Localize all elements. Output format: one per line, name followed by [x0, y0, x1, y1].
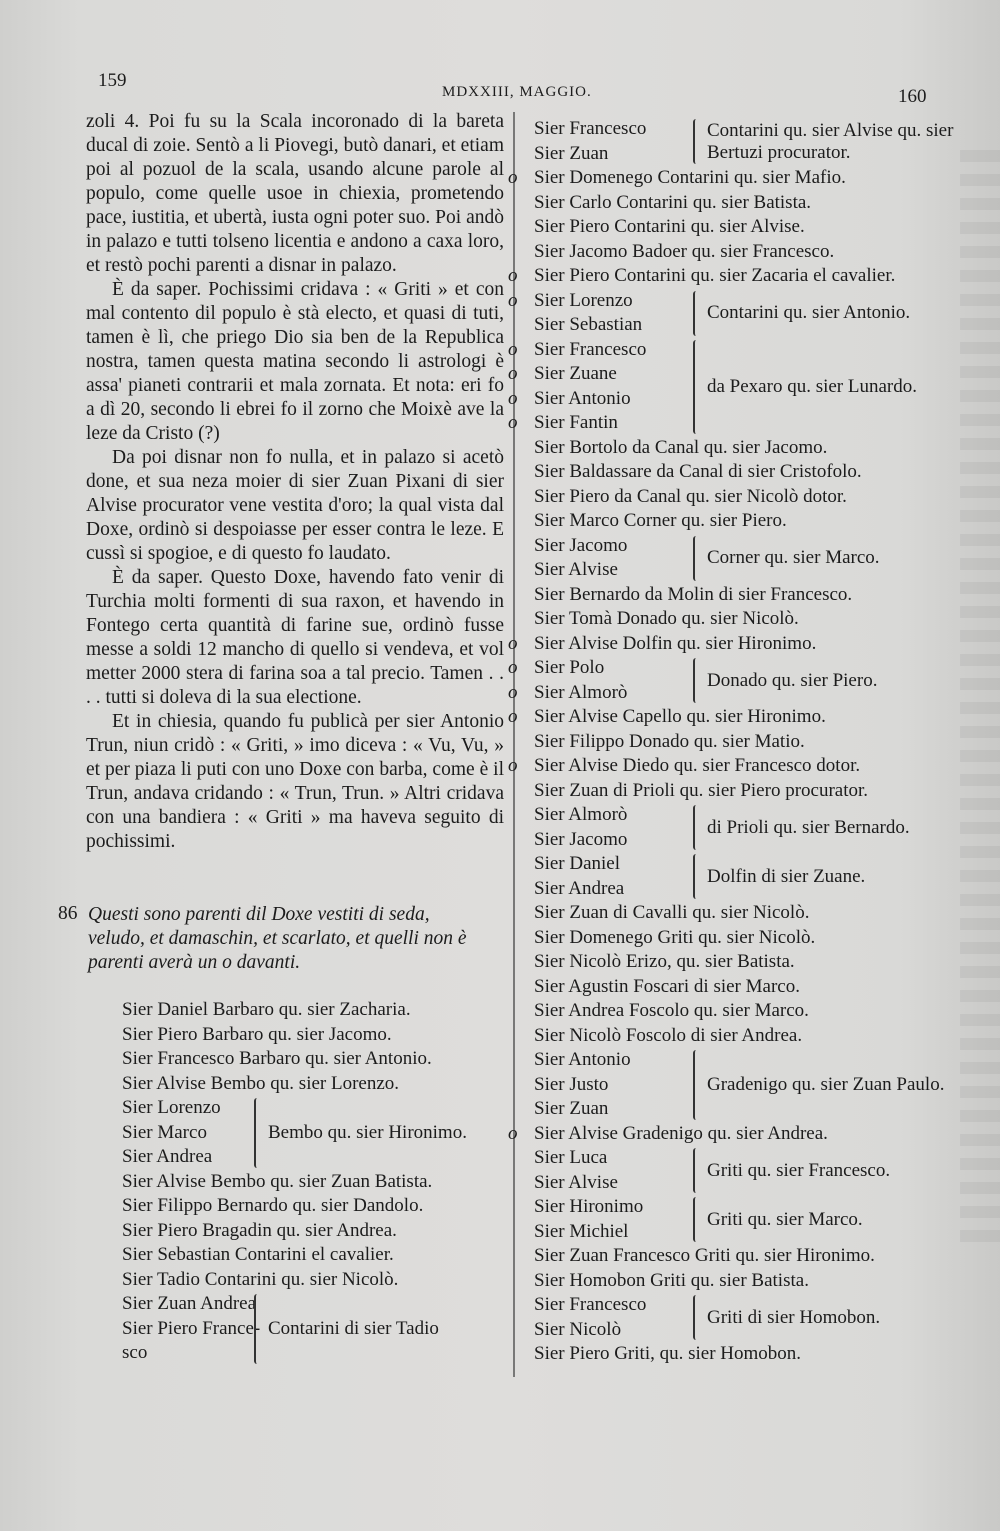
person-name: Sier Antonio: [534, 387, 631, 409]
name-entry: [96, 1268, 496, 1293]
brace-bracket: [693, 119, 703, 164]
person-name: Sier Alvise Bembo qu. sier Lorenzo.: [122, 1072, 400, 1094]
family-descriptor: Donado qu. sier Piero.: [707, 669, 878, 691]
person-name: Sier Daniel: [534, 853, 621, 874]
name-entry: [508, 215, 978, 240]
name-row: [508, 926, 978, 951]
name-row: [508, 779, 978, 804]
person-name: Sier Tadio Contarini qu. sier Nicolò.: [122, 1268, 399, 1290]
paragraph: Et in chiesia, quando fu publicà per sier Antonio Trun, niun cridò : « Griti, » imo diceva : « Vu, Vu, » et per piaza li puti con uno Doxe con barba, come è il Trun, andava cridando : « Trun, Trun. » Altri cridava con una bandiera : « Griti » ma haveva seguito di pochissimi.: [86, 711, 504, 852]
name-row: [96, 1096, 496, 1121]
person-name: Sier Zuan di Prioli qu. sier Piero procurator.: [534, 779, 869, 801]
name-group: [508, 1293, 978, 1342]
name-entry: [508, 264, 978, 289]
name-row: [508, 950, 978, 975]
person-name: Sier Zuan: [534, 142, 609, 164]
name-row: [508, 1269, 978, 1294]
name-entry: [508, 166, 978, 191]
name-entry: [96, 1219, 496, 1244]
person-name: Sier Carlo Contarini qu. sier Batista.: [534, 191, 812, 213]
brace-bracket: [254, 1098, 264, 1168]
name-entry: [508, 436, 978, 461]
person-name: Sier Domenego Griti qu. sier Nicolò.: [534, 926, 816, 948]
family-descriptor: Contarini qu. sier Alvise qu. sier Bertuzi procurator.: [707, 119, 954, 163]
name-row: [508, 338, 978, 363]
person-name: Sier Nicolò Foscolo di sier Andrea.: [534, 1024, 803, 1046]
person-name: Sier Bernardo da Molin di sier Francesco.: [534, 583, 853, 605]
person-name: Sier Antonio: [534, 1049, 631, 1070]
person-name: Sier Filippo Bernardo qu. sier Dandolo.: [122, 1195, 424, 1216]
person-name: Sier Fantin: [534, 412, 618, 433]
name-entry: [508, 460, 978, 485]
entry-heading: Questi sono parenti dil Doxe vestiti di seda, veludo, et damaschin, et scarlato, et quelli non è parenti averà un o davanti.: [88, 904, 467, 973]
page-number-left: 159: [98, 70, 127, 91]
person-name: sco: [122, 1342, 148, 1363]
name-row: [508, 191, 978, 216]
name-row: [508, 730, 978, 755]
person-name: Sier Daniel Barbaro qu. sier Zacharia.: [122, 999, 411, 1020]
name-group: [96, 1096, 496, 1170]
name-entry: [508, 1024, 978, 1049]
name-row: [96, 1170, 496, 1195]
deceased-marker: o: [508, 657, 518, 678]
person-name: Sier Zuan: [534, 1098, 609, 1119]
person-name: Sier Alvise Bembo qu. sier Zuan Batista.: [122, 1170, 433, 1192]
name-row: [96, 1341, 496, 1366]
deceased-marker: o: [508, 363, 518, 384]
name-row: [96, 1023, 496, 1048]
name-row: [508, 999, 978, 1024]
name-entry: [508, 485, 978, 510]
name-group: [508, 852, 978, 901]
name-entry: [508, 632, 978, 657]
name-row: [508, 1342, 978, 1367]
name-group: [508, 117, 978, 166]
name-group: [508, 534, 978, 583]
person-name: Sier Piero Griti, qu. sier Homobon.: [534, 1343, 802, 1364]
brace-bracket: [693, 1148, 703, 1193]
name-row: [508, 240, 978, 265]
person-name: Sier Andrea: [534, 877, 625, 899]
person-name: Sier Lorenzo: [534, 289, 633, 311]
page-number-right: 160: [898, 86, 927, 107]
deceased-marker: o: [508, 289, 518, 311]
name-row: [508, 1048, 978, 1073]
name-row: [508, 411, 978, 436]
name-entry: [96, 1047, 496, 1072]
name-row: [508, 1244, 978, 1269]
person-name: Sier Almorò: [534, 804, 628, 825]
person-name: Sier Alvise Gradenigo qu. sier Andrea.: [534, 1122, 828, 1144]
name-entry: [508, 950, 978, 975]
family-descriptor: Dolfin di sier Zuane.: [707, 865, 866, 887]
name-list-left: [96, 998, 496, 1366]
person-name: Sier Alvise Diedo qu. sier Francesco dotor.: [534, 755, 861, 776]
person-name: Sier Andrea: [122, 1146, 213, 1167]
name-entry: [508, 1244, 978, 1269]
person-name: Sier Nicolò: [534, 1318, 622, 1340]
person-name: Sier Filippo Donado qu. sier Matio.: [534, 730, 805, 752]
person-name: Sier Alvise: [534, 1171, 618, 1193]
person-name: Sier Francesco: [534, 118, 647, 139]
name-row: [508, 436, 978, 461]
name-group: [96, 1292, 496, 1366]
entry-number: 86: [58, 903, 78, 924]
name-row: [508, 1122, 978, 1147]
name-entry: [96, 1170, 496, 1195]
deceased-marker: o: [508, 167, 518, 188]
name-group: [508, 1146, 978, 1195]
brace-bracket: [693, 658, 703, 703]
person-name: Sier Alvise Dolfin qu. sier Hironimo.: [534, 632, 817, 654]
person-name: Sier Zuan di Cavalli qu. sier Nicolò.: [534, 902, 810, 923]
name-row: [96, 1145, 496, 1170]
name-entry: [96, 998, 496, 1023]
paragraph: È da saper. Questo Doxe, havendo fato venir di Turchia molti formenti di sua raxon, et havendo in Fontego certa quantità di farine sue, ordinò fusse messe a soldi 12 mancho di quello si vendeva, et vol metter 2000 stera di farina soa a tal precio. Tamen . . . . tutti si doleva di la sua electione.: [86, 567, 504, 708]
name-row: [508, 754, 978, 779]
family-descriptor: Gradenigo qu. sier Zuan Paulo.: [707, 1073, 945, 1095]
name-entry: [508, 583, 978, 608]
name-entry: [96, 1243, 496, 1268]
name-entry: [508, 926, 978, 951]
name-entry: [508, 901, 978, 926]
person-name: Sier Francesco: [534, 338, 647, 360]
name-row: [96, 998, 496, 1023]
name-row: [508, 166, 978, 191]
name-row: [96, 1268, 496, 1293]
person-name: Sier Polo: [534, 657, 605, 678]
brace-bracket: [254, 1294, 264, 1364]
person-name: Sier Bortolo da Canal qu. sier Jacomo.: [534, 436, 828, 458]
name-row: [508, 975, 978, 1000]
person-name: Sier Andrea Foscolo qu. sier Marco.: [534, 1000, 809, 1021]
person-name: Sier Lorenzo: [122, 1097, 221, 1118]
family-descriptor: Corner qu. sier Marco.: [707, 547, 880, 568]
person-name: Sier Alvise: [534, 559, 618, 580]
person-name: Sier Zuan Francesco Griti qu. sier Hironimo.: [534, 1245, 875, 1266]
person-name: Sier Piero France-: [122, 1317, 261, 1339]
name-row: [96, 1072, 496, 1097]
deceased-marker: o: [508, 412, 518, 433]
name-group: [508, 289, 978, 338]
family-descriptor: Griti qu. sier Francesco.: [707, 1159, 891, 1181]
deceased-marker: o: [508, 1122, 518, 1144]
name-row: [508, 705, 978, 730]
family-descriptor: Contarini di sier Tadio: [268, 1317, 439, 1339]
name-row: [96, 1047, 496, 1072]
person-name: Sier Hironimo: [534, 1196, 644, 1217]
family-descriptor: Bembo qu. sier Hironimo.: [268, 1121, 467, 1143]
brace-bracket: [693, 340, 703, 434]
person-name: Sier Nicolò Erizo, qu. sier Batista.: [534, 951, 795, 972]
family-descriptor: Griti di sier Homobon.: [707, 1306, 881, 1328]
deceased-marker: o: [508, 706, 518, 727]
left-column-text: [86, 110, 504, 854]
name-entry: [96, 1023, 496, 1048]
person-name: Sier Piero Contarini qu. sier Alvise.: [534, 216, 805, 237]
name-entry: [508, 1342, 978, 1367]
name-row: [96, 1292, 496, 1317]
deceased-marker: o: [508, 681, 518, 703]
person-name: Sier Domenego Contarini qu. sier Mafio.: [534, 167, 846, 188]
person-name: Sier Piero da Canal qu. sier Nicolò dotor.: [534, 485, 847, 507]
name-row: [96, 1243, 496, 1268]
name-row: [508, 632, 978, 657]
brace-bracket: [693, 1197, 703, 1242]
paragraph: Da poi disnar non fo nulla, et in palazo si acetò done, et sua neza moier di sier Zuan Pixani di sier Alvise procurator vene vestita d'oro; la qual vista dal Doxe, ordinò si despoiasse per esser contra le leze. E cussì si spogioe, e di questo fo laudato.: [86, 447, 504, 564]
name-entry: [508, 240, 978, 265]
name-entry: [508, 1122, 978, 1147]
name-row: [508, 485, 978, 510]
person-name: Sier Jacomo Badoer qu. sier Francesco.: [534, 240, 835, 262]
name-row: [508, 583, 978, 608]
person-name: Sier Jacomo: [534, 534, 628, 556]
paragraph: È da saper. Pochissimi cridava : « Griti » et con mal contento dil populo è stà electo, et quasi di tuti, tamen è lì, che priego Dio sia ben de la Republica nostra, tamen questa matina secondo li astrologi è assa' pianeti contrarii et mala zornata. Et nota: eri fo a dì 20, secondo li ebrei fo il zorno che Moixè ave la leze da Cristo (?): [86, 279, 504, 444]
name-entry: [96, 1072, 496, 1097]
name-group: [508, 1048, 978, 1122]
name-group: [508, 1195, 978, 1244]
person-name: Sier Alvise Capello qu. sier Hironimo.: [534, 706, 826, 727]
name-entry: [508, 754, 978, 779]
person-name: Sier Almorò: [534, 681, 628, 703]
name-row: [96, 1194, 496, 1219]
name-row: [508, 215, 978, 240]
name-row: [96, 1219, 496, 1244]
running-title: MDXXIII, MAGGIO.: [442, 84, 592, 100]
person-name: Sier Sebastian: [534, 314, 643, 335]
name-entry: [508, 779, 978, 804]
brace-bracket: [693, 1050, 703, 1120]
name-group: [508, 338, 978, 436]
person-name: Sier Zuane: [534, 363, 617, 384]
name-entry: [508, 975, 978, 1000]
deceased-marker: o: [508, 265, 518, 286]
name-entry: [508, 191, 978, 216]
person-name: Sier Agustin Foscari di sier Marco.: [534, 975, 800, 997]
person-name: Sier Justo: [534, 1073, 609, 1095]
name-row: [508, 264, 978, 289]
person-name: Sier Piero Barbaro qu. sier Jacomo.: [122, 1023, 392, 1045]
person-name: Sier Baldassare da Canal di sier Cristofolo.: [534, 461, 862, 482]
name-row: [508, 1097, 978, 1122]
person-name: Sier Homobon Griti qu. sier Batista.: [534, 1269, 809, 1291]
name-entry: [508, 607, 978, 632]
name-group: [508, 656, 978, 705]
person-name: Sier Piero Bragadin qu. sier Andrea.: [122, 1219, 397, 1241]
name-row: [508, 460, 978, 485]
person-name: Sier Francesco Barbaro qu. sier Antonio.: [122, 1048, 432, 1069]
name-row: [508, 901, 978, 926]
brace-bracket: [693, 854, 703, 899]
deceased-marker: o: [508, 632, 518, 654]
brace-bracket: [693, 291, 703, 336]
name-list-right: [508, 117, 978, 1367]
person-name: Sier Sebastian Contarini el cavalier.: [122, 1244, 394, 1265]
family-descriptor: di Prioli qu. sier Bernardo.: [707, 816, 910, 838]
person-name: Sier Marco: [122, 1121, 207, 1143]
person-name: Sier Tomà Donado qu. sier Nicolò.: [534, 608, 799, 629]
name-entry: [508, 705, 978, 730]
person-name: Sier Luca: [534, 1147, 608, 1168]
name-entry: [508, 730, 978, 755]
family-descriptor: Griti qu. sier Marco.: [707, 1208, 863, 1230]
person-name: Sier Zuan Andrea: [122, 1293, 257, 1314]
deceased-marker: o: [508, 387, 518, 409]
person-name: Sier Marco Corner qu. sier Piero.: [534, 510, 787, 531]
paragraph: zoli 4. Poi fu su la Scala incoronado di la bareta ducal di zoie. Sentò a li Piovegi, butò danari, et etiam poi al pozuol de la scala, usando alcune parole al populo, come quelle usoe in chiexia, prometendo pace, iustitia, et ubertà, iusta ogni poter suo. Poi andò in palazo e tutti tolseno licentia e andono a caxa loro, et restò pochi parenti a disnar in palazo.: [86, 111, 504, 276]
name-row: [508, 1024, 978, 1049]
name-row: [508, 607, 978, 632]
person-name: Sier Francesco: [534, 1294, 647, 1315]
name-group: [508, 803, 978, 852]
deceased-marker: o: [508, 338, 518, 360]
name-entry: [508, 509, 978, 534]
brace-bracket: [693, 1295, 703, 1340]
brace-bracket: [693, 805, 703, 850]
name-entry: [508, 1269, 978, 1294]
deceased-marker: o: [508, 755, 518, 776]
name-entry: [96, 1194, 496, 1219]
name-entry: [508, 999, 978, 1024]
person-name: Sier Jacomo: [534, 828, 628, 850]
person-name: Sier Michiel: [534, 1220, 629, 1242]
person-name: Sier Piero Contarini qu. sier Zacaria el cavalier.: [534, 265, 896, 286]
family-descriptor: Contarini qu. sier Antonio.: [707, 302, 911, 323]
family-descriptor: da Pexaro qu. sier Lunardo.: [707, 375, 917, 397]
brace-bracket: [693, 536, 703, 581]
name-row: [508, 509, 978, 534]
